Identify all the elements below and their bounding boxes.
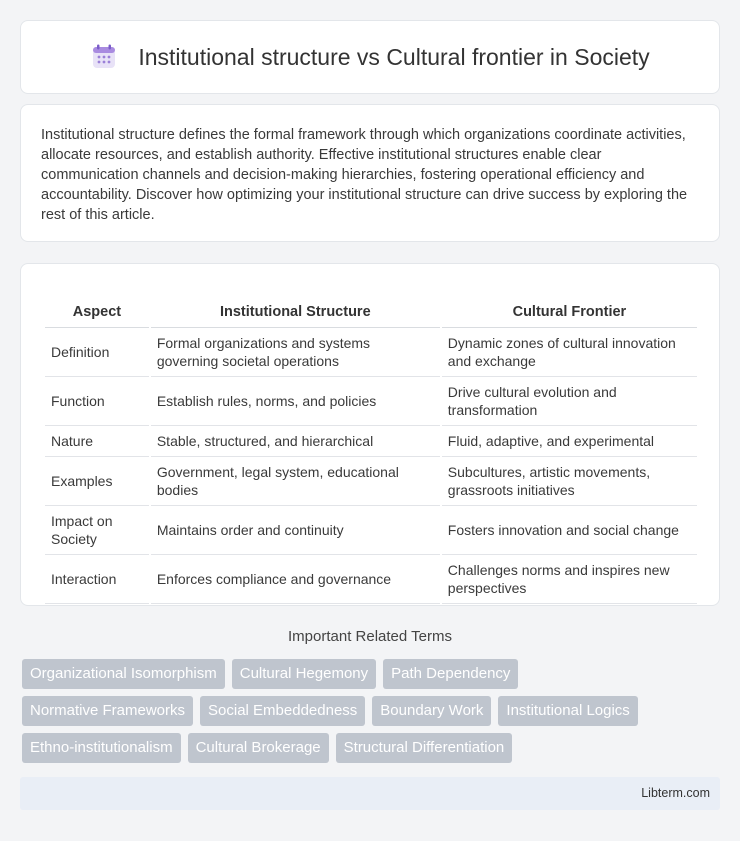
cell-institutional: Enforces compliance and governance xyxy=(151,555,440,604)
cell-aspect: Definition xyxy=(45,328,149,377)
tag-ethno-institutionalism[interactable]: Ethno-institutionalism xyxy=(22,733,181,763)
cell-cultural: Fluid, adaptive, and experimental xyxy=(442,426,697,457)
tag-row xyxy=(22,696,722,726)
cell-aspect: Nature xyxy=(45,426,149,457)
tag-cultural-hegemony[interactable]: Cultural Hegemony xyxy=(232,659,376,689)
tag-institutional-logics[interactable]: Institutional Logics xyxy=(498,696,637,726)
tag-social-embeddedness[interactable]: Social Embeddedness xyxy=(200,696,365,726)
header-aspect: Aspect xyxy=(45,284,149,328)
header-cultural-frontier: Cultural Frontier xyxy=(442,284,697,328)
footer xyxy=(20,777,720,810)
cell-institutional: Formal organizations and systems governing societal operations xyxy=(151,328,440,377)
cell-aspect: Interaction xyxy=(45,555,149,604)
tag-structural-differentiation[interactable]: Structural Differentiation xyxy=(336,733,513,763)
title-card xyxy=(20,20,720,94)
cell-cultural: Challenges norms and inspires new perspectives xyxy=(442,555,697,604)
tag-row xyxy=(22,733,722,763)
cell-cultural: Dynamic zones of cultural innovation and exchange xyxy=(442,328,697,377)
tag-path-dependency[interactable]: Path Dependency xyxy=(383,659,518,689)
tag-organizational-isomorphism[interactable]: Organizational Isomorphism xyxy=(22,659,225,689)
tag-row xyxy=(22,659,722,689)
cell-institutional: Stable, structured, and hierarchical xyxy=(151,426,440,457)
page-title: Institutional structure vs Cultural frontier in Society xyxy=(138,43,650,70)
cell-aspect: Function xyxy=(45,377,149,426)
cell-institutional: Maintains order and continuity xyxy=(151,506,440,555)
intro-card xyxy=(20,104,720,242)
table-row xyxy=(45,555,697,604)
table-row xyxy=(45,377,697,426)
table-row xyxy=(45,506,697,555)
calendar-icon xyxy=(90,43,118,71)
cell-cultural: Fosters innovation and social change xyxy=(442,506,697,555)
comparison-card xyxy=(20,263,720,606)
tag-boundary-work[interactable]: Boundary Work xyxy=(372,696,491,726)
cell-institutional: Government, legal system, educational bodies xyxy=(151,457,440,506)
cell-aspect: Examples xyxy=(45,457,149,506)
table-row xyxy=(45,426,697,457)
tag-cultural-brokerage[interactable]: Cultural Brokerage xyxy=(188,733,329,763)
comparison-table xyxy=(43,284,699,604)
cell-cultural: Subcultures, artistic movements, grassroots initiatives xyxy=(442,457,697,506)
related-terms-list xyxy=(22,659,722,770)
tag-normative-frameworks[interactable]: Normative Frameworks xyxy=(22,696,193,726)
cell-aspect: Impact on Society xyxy=(45,506,149,555)
table-row xyxy=(45,457,697,506)
table-row xyxy=(45,328,697,377)
table-header-row xyxy=(45,284,697,328)
cell-cultural: Drive cultural evolution and transformation xyxy=(442,377,697,426)
header-institutional-structure: Institutional Structure xyxy=(151,284,440,328)
cell-institutional: Establish rules, norms, and policies xyxy=(151,377,440,426)
intro-paragraph: Institutional structure defines the formal framework through which organizations coordinate activities, allocate resources, and establish authority. Effective institutional structures enable clear communication channels and decision-making hierarchies, fostering operational efficiency and accountability. Discover how optimizing your institutional structure can drive success by exploring the rest of this article. xyxy=(41,127,688,223)
related-terms-title: Important Related Terms xyxy=(288,628,452,645)
footer-link[interactable]: Libterm.com xyxy=(641,786,710,800)
